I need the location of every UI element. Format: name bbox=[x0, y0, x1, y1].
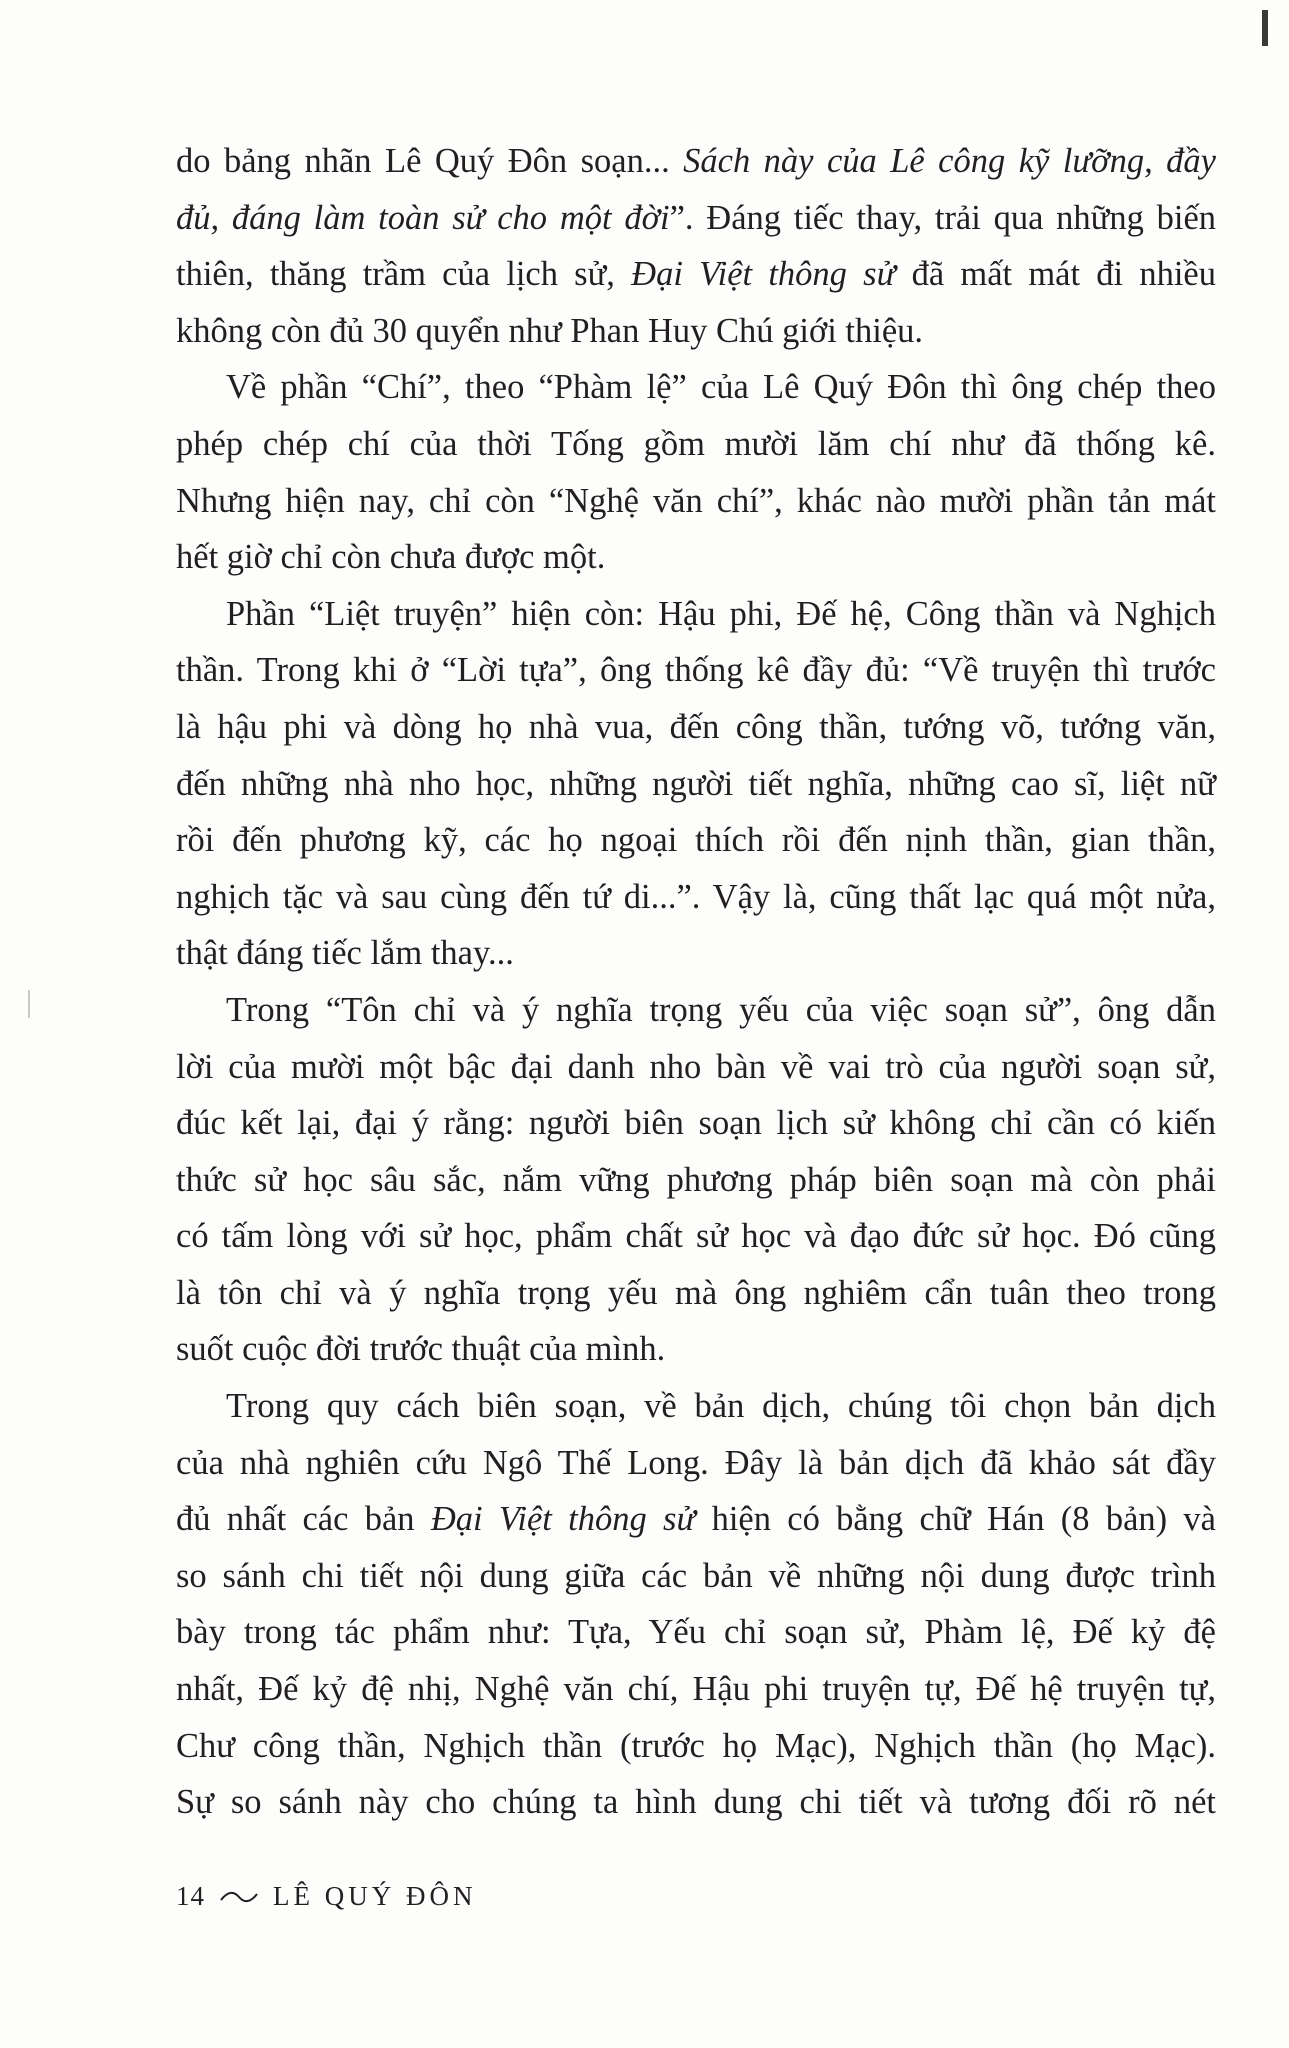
text-line bbox=[176, 133, 1216, 190]
running-title: LÊ QUÝ ĐÔN bbox=[273, 1881, 477, 1911]
text-run: đã mất mát đi nhiều bbox=[895, 255, 1216, 294]
text-line bbox=[176, 416, 1216, 473]
paragraph bbox=[176, 133, 1216, 359]
text-run: phép chép chí của thời Tống gồm mười lăm chí như đã thống kê. bbox=[176, 424, 1216, 463]
text-line bbox=[176, 1152, 1216, 1209]
text-run: so sánh chi tiết nội dung giữa các bản về những nội dung được trình bbox=[176, 1556, 1216, 1595]
italic-title: Đại Việt thông sử bbox=[631, 255, 896, 294]
page-number: 14 bbox=[176, 1881, 205, 1911]
text-line bbox=[176, 246, 1216, 303]
text-run: bày trong tác phẩm như: Tựa, Yếu chỉ soạn sử, Phàm lệ, Đế kỷ đệ bbox=[176, 1613, 1216, 1652]
text-run: là tôn chỉ và ý nghĩa trọng yếu mà ông nghiêm cẩn tuân theo trong bbox=[176, 1273, 1216, 1312]
text-run: thiên, thăng trầm của lịch sử, bbox=[176, 255, 632, 294]
text-run: thần. Trong khi ở “Lời tựa”, ông thống kê đầy đủ: “Về truyện thì trước bbox=[176, 651, 1216, 690]
text-line bbox=[176, 1774, 1216, 1831]
text-run: đúc kết lại, đại ý rằng: người biên soạn lịch sử không chỉ cần có kiến bbox=[176, 1104, 1216, 1143]
text-line bbox=[176, 1095, 1216, 1152]
text-line bbox=[176, 1604, 1216, 1661]
text-run: Trong “Tôn chỉ và ý nghĩa trọng yếu của việc soạn sử”, ông dẫn bbox=[226, 990, 1216, 1029]
text-run: suốt cuộc đời trước thuật của mình. bbox=[176, 1330, 666, 1369]
text-run: Chư công thần, Nghịch thần (trước họ Mạc), Nghịch thần (họ Mạc). bbox=[176, 1726, 1216, 1765]
body-text bbox=[176, 133, 1216, 1831]
text-run: đến những nhà nho học, những người tiết nghĩa, những cao sĩ, liệt nữ bbox=[176, 764, 1216, 803]
text-line bbox=[176, 982, 1216, 1039]
text-line bbox=[176, 1321, 1216, 1378]
text-line bbox=[176, 586, 1216, 643]
italic-title: đủ, đáng làm toàn sử cho một đời bbox=[176, 198, 670, 237]
text-line bbox=[176, 642, 1216, 699]
text-run: có tấm lòng với sử học, phẩm chất sử học và đạo đức sử học. Đó cũng bbox=[176, 1217, 1216, 1256]
text-run: thật đáng tiếc lắm thay... bbox=[176, 934, 514, 973]
text-line bbox=[176, 1718, 1216, 1775]
text-run: là hậu phi và dòng họ nhà vua, đến công thần, tướng võ, tướng văn, bbox=[176, 707, 1216, 746]
text-run: Về phần “Chí”, theo “Phàm lệ” của Lê Quý Đôn thì ông chép theo bbox=[226, 368, 1216, 407]
text-line bbox=[176, 303, 1216, 360]
text-line bbox=[176, 812, 1216, 869]
text-line bbox=[176, 1265, 1216, 1322]
text-run: Phần “Liệt truyện” hiện còn: Hậu phi, Đế hệ, Công thần và Nghịch bbox=[226, 594, 1216, 633]
text-run: Trong quy cách biên soạn, về bản dịch, chúng tôi chọn bản dịch bbox=[226, 1387, 1216, 1426]
text-line bbox=[176, 1208, 1216, 1265]
text-line bbox=[176, 699, 1216, 756]
text-line bbox=[176, 1435, 1216, 1492]
paragraph bbox=[176, 1378, 1216, 1831]
paragraph bbox=[176, 586, 1216, 982]
italic-title: Sách này của Lê công kỹ lưỡng, đầy bbox=[683, 142, 1216, 180]
text-line bbox=[176, 473, 1216, 530]
text-run: thức sử học sâu sắc, nắm vững phương pháp biên soạn mà còn phải bbox=[176, 1160, 1216, 1199]
tilde-ornament-icon bbox=[219, 1887, 259, 1907]
paragraph bbox=[176, 982, 1216, 1378]
text-line bbox=[176, 190, 1216, 247]
text-line bbox=[176, 1491, 1216, 1548]
scan-corner-mark bbox=[1262, 10, 1268, 46]
text-line bbox=[176, 359, 1216, 416]
text-line bbox=[176, 756, 1216, 813]
text-run: hết giờ chỉ còn chưa được một. bbox=[176, 538, 606, 577]
text-line bbox=[176, 1661, 1216, 1718]
text-run: rồi đến phương kỹ, các họ ngoại thích rồi đến nịnh thần, gian thần, bbox=[176, 821, 1216, 860]
text-run: nghịch tặc và sau cùng đến tứ di...”. Vậy là, cũng thất lạc quá một nửa, bbox=[176, 877, 1216, 916]
text-line bbox=[176, 869, 1216, 926]
text-run: do bảng nhãn Lê Quý Đôn soạn... bbox=[176, 142, 684, 180]
text-run: ”. Đáng tiếc thay, trải qua những biến bbox=[669, 198, 1217, 237]
text-run: Sự so sánh này cho chúng ta hình dung chi tiết và tương đối rõ nét bbox=[176, 1783, 1216, 1822]
text-run: nhất, Đế kỷ đệ nhị, Nghệ văn chí, Hậu phi truyện tự, Đế hệ truyện tự, bbox=[176, 1670, 1216, 1709]
text-line bbox=[176, 1548, 1216, 1605]
text-run: lời của mười một bậc đại danh nho bàn về vai trò của người soạn sử, bbox=[176, 1047, 1216, 1086]
text-run: không còn đủ 30 quyển như Phan Huy Chú giới thiệu. bbox=[176, 311, 924, 350]
text-line bbox=[176, 1378, 1216, 1435]
page-footer bbox=[176, 1881, 476, 1912]
scan-edge-mark bbox=[28, 990, 30, 1018]
paragraph bbox=[176, 359, 1216, 585]
text-line bbox=[176, 1039, 1216, 1096]
text-run: hiện có bằng chữ Hán (8 bản) và bbox=[695, 1500, 1216, 1539]
text-run: của nhà nghiên cứu Ngô Thế Long. Đây là bản dịch đã khảo sát đầy bbox=[176, 1443, 1216, 1482]
italic-title: Đại Việt thông sử bbox=[430, 1500, 696, 1539]
text-run: đủ nhất các bản bbox=[176, 1500, 431, 1539]
text-line bbox=[176, 925, 1216, 982]
text-run: Nhưng hiện nay, chỉ còn “Nghệ văn chí”, khác nào mười phần tản mát bbox=[176, 481, 1216, 520]
text-line bbox=[176, 529, 1216, 586]
